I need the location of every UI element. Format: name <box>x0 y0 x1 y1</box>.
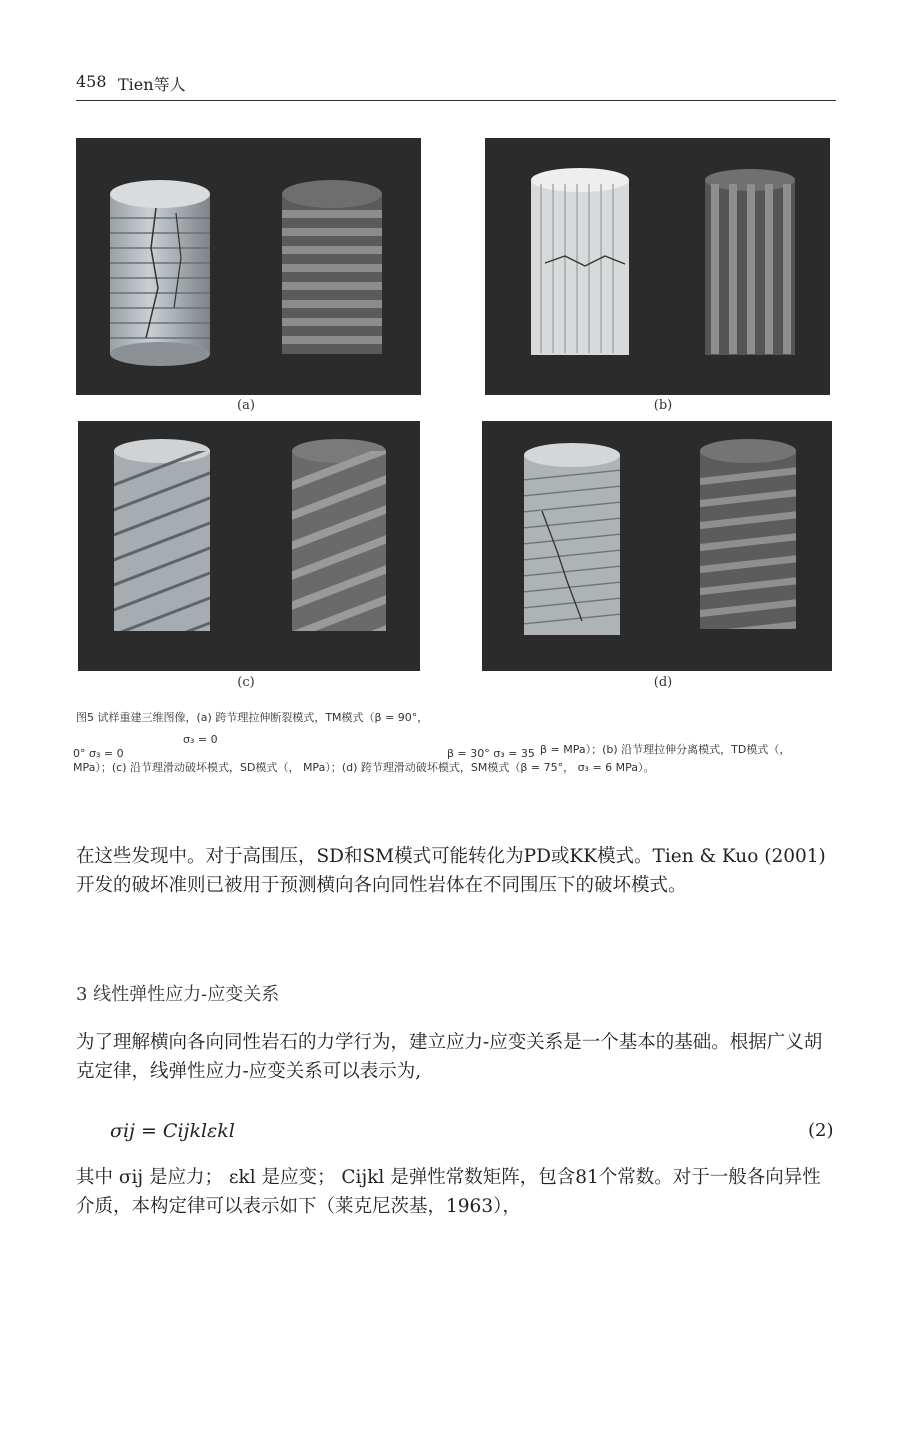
figure-panel-a <box>76 138 421 395</box>
figure-panel-d <box>482 421 832 671</box>
layered-cylinder-vertical-icon <box>485 138 830 395</box>
page-number: 458 <box>76 72 107 91</box>
paragraph-2: 为了理解横向各向同性岩石的力学行为，建立应力-应变关系是一个基本的基础。根据广义胡克定律，线弹性应力-应变关系可以表示为, <box>76 1032 823 1082</box>
figure-panel-c <box>78 421 420 671</box>
panel-label-d: (d) <box>653 675 673 690</box>
panel-label-c: (c) <box>237 675 255 690</box>
caption-line-2b: β = MPa）；(b) 沿节理拉伸分离模式，TD模式（， <box>540 743 791 756</box>
layered-cylinder-diagonal-icon <box>78 421 420 671</box>
caption-line-3b: β = 30° σ₃ = 35 <box>447 747 535 760</box>
caption-line-2a: σ₃ = 0 <box>183 733 218 746</box>
paragraph-3: 其中 σij 是应力； εkl 是应变； Cijkl 是弹性常数矩阵，包含81个常数。对于一般各向异性介质，本构定律可以表示如下（莱克尼茨基，1963）， <box>76 1167 821 1217</box>
panel-label-b: (b) <box>653 398 673 413</box>
running-head: Tien等人 <box>118 75 186 94</box>
section-title: 3 线性弹性应力-应变关系 <box>76 984 280 1005</box>
caption-line-3a: 0° σ₃ = 0 <box>73 747 124 760</box>
layered-cylinder-inclined-icon <box>482 421 832 671</box>
page-header <box>76 70 836 101</box>
caption-line-1: 图5 试样重建三维图像，(a) 跨节理拉伸断裂模式，TM模式（β = 90°， <box>76 711 429 724</box>
layered-cylinder-horizontal-icon <box>76 138 421 395</box>
panel-label-a: (a) <box>237 398 255 413</box>
equation-2: σij = Cijklεkl <box>110 1120 235 1142</box>
equation-number: (2) <box>808 1120 834 1141</box>
figure-panel-b <box>485 138 830 395</box>
paragraph-1: 在这些发现中。对于高围压，SD和SM模式可能转化为PD或KK模式。Tien & Kuo (2001)开发的破坏准则已被用于预测横向各向同性岩体在不同围压下的破坏模式。 <box>76 846 826 896</box>
caption-line-4: MPa）；(c) 沿节理滑动破坏模式，SD模式（， MPa）；(d) 跨节理滑动破坏模式，SM模式（β = 75°， σ₃ = 6 MPa）。 <box>73 761 655 774</box>
